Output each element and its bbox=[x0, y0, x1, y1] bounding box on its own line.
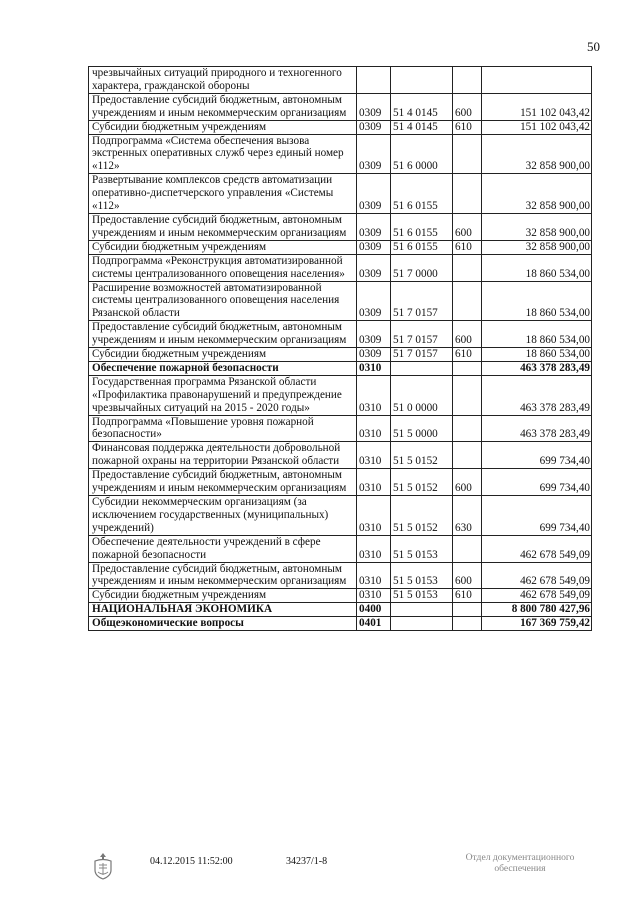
row-name-cell: Общеэкономические вопросы bbox=[89, 617, 357, 631]
coat-of-arms-icon bbox=[92, 852, 114, 880]
table-row bbox=[89, 254, 592, 281]
row-section-cell: 0310 bbox=[357, 442, 391, 469]
row-type-cell: 610 bbox=[453, 589, 482, 603]
row-type-cell bbox=[453, 442, 482, 469]
row-section-cell: 0310 bbox=[357, 535, 391, 562]
row-name-cell: Финансовая поддержка деятельности добровольной пожарной охраны на территории Рязанской области bbox=[89, 442, 357, 469]
row-article-cell bbox=[391, 67, 453, 94]
row-name-cell: Предоставление субсидий бюджетным, автономным учреждениям и иным некоммерческим организациям bbox=[89, 469, 357, 496]
footer-department-line: Отдел документационного bbox=[465, 852, 575, 863]
row-article-cell: 51 5 0000 bbox=[391, 415, 453, 442]
row-type-cell bbox=[453, 535, 482, 562]
row-amount-cell: 699 734,40 bbox=[482, 496, 592, 536]
row-type-cell: 610 bbox=[453, 348, 482, 362]
row-name-cell: Предоставление субсидий бюджетным, автономным учреждениям и иным некоммерческим организациям bbox=[89, 93, 357, 120]
row-type-cell: 610 bbox=[453, 120, 482, 134]
row-amount-cell: 462 678 549,09 bbox=[482, 562, 592, 589]
row-type-cell bbox=[453, 134, 482, 174]
table-row bbox=[89, 281, 592, 321]
row-section-cell: 0309 bbox=[357, 321, 391, 348]
row-article-cell: 51 5 0153 bbox=[391, 589, 453, 603]
row-name-cell: Субсидии бюджетным учреждениям bbox=[89, 240, 357, 254]
table-row bbox=[89, 469, 592, 496]
row-name-cell: Расширение возможностей автоматизированной системы централизованного оповещения населения Рязанской области bbox=[89, 281, 357, 321]
row-article-cell: 51 5 0152 bbox=[391, 469, 453, 496]
row-type-cell: 600 bbox=[453, 213, 482, 240]
row-type-cell bbox=[453, 254, 482, 281]
row-amount-cell: 167 369 759,42 bbox=[482, 617, 592, 631]
page-number: 50 bbox=[587, 39, 600, 54]
row-type-cell: 600 bbox=[453, 321, 482, 348]
table-row bbox=[89, 617, 592, 631]
row-article-cell: 51 6 0155 bbox=[391, 213, 453, 240]
row-section-cell: 0309 bbox=[357, 281, 391, 321]
row-amount-cell: 18 860 534,00 bbox=[482, 281, 592, 321]
budget-table bbox=[88, 66, 592, 631]
row-amount-cell: 32 858 900,00 bbox=[482, 240, 592, 254]
row-type-cell bbox=[453, 361, 482, 375]
table-row bbox=[89, 134, 592, 174]
row-type-cell: 600 bbox=[453, 93, 482, 120]
table-row bbox=[89, 375, 592, 415]
row-section-cell: 0309 bbox=[357, 240, 391, 254]
table-row bbox=[89, 562, 592, 589]
row-section-cell: 0310 bbox=[357, 469, 391, 496]
row-article-cell: 51 0 0000 bbox=[391, 375, 453, 415]
row-amount-cell: 462 678 549,09 bbox=[482, 589, 592, 603]
row-type-cell bbox=[453, 281, 482, 321]
row-article-cell: 51 4 0145 bbox=[391, 120, 453, 134]
row-amount-cell: 151 102 043,42 bbox=[482, 93, 592, 120]
row-name-cell: Субсидии бюджетным учреждениям bbox=[89, 348, 357, 362]
row-article-cell: 51 7 0157 bbox=[391, 348, 453, 362]
row-amount-cell: 151 102 043,42 bbox=[482, 120, 592, 134]
row-article-cell: 51 6 0155 bbox=[391, 240, 453, 254]
row-type-cell: 610 bbox=[453, 240, 482, 254]
row-name-cell: НАЦИОНАЛЬНАЯ ЭКОНОМИКА bbox=[89, 603, 357, 617]
row-name-cell: Предоставление субсидий бюджетным, автономным учреждениям и иным некоммерческим организациям bbox=[89, 562, 357, 589]
row-amount-cell: 8 800 780 427,96 bbox=[482, 603, 592, 617]
table-row bbox=[89, 213, 592, 240]
row-article-cell: 51 7 0157 bbox=[391, 321, 453, 348]
row-name-cell: Подпрограмма «Система обеспечения вызова экстренных оперативных служб через единый номер «112» bbox=[89, 134, 357, 174]
row-section-cell bbox=[357, 67, 391, 94]
row-name-cell: Субсидии некоммерческим организациям (за исключением государственных (муниципальных) учреждений) bbox=[89, 496, 357, 536]
row-type-cell bbox=[453, 375, 482, 415]
row-amount-cell: 699 734,40 bbox=[482, 442, 592, 469]
table-row bbox=[89, 348, 592, 362]
row-name-cell: Субсидии бюджетным учреждениям bbox=[89, 589, 357, 603]
row-article-cell bbox=[391, 361, 453, 375]
row-amount-cell: 463 378 283,49 bbox=[482, 415, 592, 442]
row-type-cell: 600 bbox=[453, 469, 482, 496]
row-section-cell: 0309 bbox=[357, 134, 391, 174]
row-article-cell: 51 6 0155 bbox=[391, 174, 453, 214]
row-amount-cell: 462 678 549,09 bbox=[482, 535, 592, 562]
row-name-cell: Субсидии бюджетным учреждениям bbox=[89, 120, 357, 134]
table-row bbox=[89, 93, 592, 120]
footer-department-line: обеспечения bbox=[494, 863, 546, 874]
row-section-cell: 0309 bbox=[357, 174, 391, 214]
row-article-cell bbox=[391, 603, 453, 617]
row-section-cell: 0310 bbox=[357, 589, 391, 603]
row-article-cell: 51 7 0000 bbox=[391, 254, 453, 281]
row-amount-cell: 18 860 534,00 bbox=[482, 254, 592, 281]
row-section-cell: 0309 bbox=[357, 213, 391, 240]
row-section-cell: 0310 bbox=[357, 361, 391, 375]
table-row bbox=[89, 415, 592, 442]
row-amount-cell: 18 860 534,00 bbox=[482, 348, 592, 362]
row-name-cell: Подпрограмма «Реконструкция автоматизированной системы централизованного оповещения населения» bbox=[89, 254, 357, 281]
row-section-cell: 0309 bbox=[357, 254, 391, 281]
row-name-cell: Обеспечение деятельности учреждений в сфере пожарной безопасности bbox=[89, 535, 357, 562]
row-section-cell: 0401 bbox=[357, 617, 391, 631]
row-amount-cell: 18 860 534,00 bbox=[482, 321, 592, 348]
row-article-cell: 51 7 0157 bbox=[391, 281, 453, 321]
row-section-cell: 0310 bbox=[357, 375, 391, 415]
table-row bbox=[89, 496, 592, 536]
row-amount-cell: 32 858 900,00 bbox=[482, 174, 592, 214]
row-type-cell bbox=[453, 415, 482, 442]
row-article-cell bbox=[391, 617, 453, 631]
table-row bbox=[89, 240, 592, 254]
row-amount-cell: 463 378 283,49 bbox=[482, 375, 592, 415]
row-article-cell: 51 6 0000 bbox=[391, 134, 453, 174]
table-row bbox=[89, 361, 592, 375]
row-name-cell: Государственная программа Рязанской области «Профилактика правонарушений и предупреждение чрезвычайных ситуаций на 2015 - 2020 годы» bbox=[89, 375, 357, 415]
row-section-cell: 0310 bbox=[357, 415, 391, 442]
row-amount-cell: 32 858 900,00 bbox=[482, 134, 592, 174]
footer-date: 04.12.2015 11:52:00 bbox=[150, 856, 233, 867]
table-row bbox=[89, 589, 592, 603]
table-row bbox=[89, 67, 592, 94]
row-article-cell: 51 5 0152 bbox=[391, 496, 453, 536]
row-section-cell: 0309 bbox=[357, 93, 391, 120]
row-article-cell: 51 5 0152 bbox=[391, 442, 453, 469]
footer-department-stamp bbox=[445, 852, 595, 874]
row-name-cell: Подпрограмма «Повышение уровня пожарной безопасности» bbox=[89, 415, 357, 442]
row-section-cell: 0309 bbox=[357, 120, 391, 134]
row-section-cell: 0400 bbox=[357, 603, 391, 617]
table-row bbox=[89, 442, 592, 469]
row-article-cell: 51 4 0145 bbox=[391, 93, 453, 120]
footer-doc-number: 34237/1-8 bbox=[286, 856, 328, 867]
table-row bbox=[89, 535, 592, 562]
row-amount-cell: 463 378 283,49 bbox=[482, 361, 592, 375]
row-type-cell: 600 bbox=[453, 562, 482, 589]
row-type-cell bbox=[453, 67, 482, 94]
row-article-cell: 51 5 0153 bbox=[391, 562, 453, 589]
table-row bbox=[89, 603, 592, 617]
row-section-cell: 0310 bbox=[357, 496, 391, 536]
row-amount-cell: 699 734,40 bbox=[482, 469, 592, 496]
row-name-cell: Обеспечение пожарной безопасности bbox=[89, 361, 357, 375]
budget-table-body bbox=[89, 67, 592, 631]
row-section-cell: 0310 bbox=[357, 562, 391, 589]
row-article-cell: 51 5 0153 bbox=[391, 535, 453, 562]
table-row bbox=[89, 321, 592, 348]
row-amount-cell: 32 858 900,00 bbox=[482, 213, 592, 240]
table-row bbox=[89, 120, 592, 134]
row-type-cell bbox=[453, 174, 482, 214]
row-amount-cell bbox=[482, 67, 592, 94]
row-name-cell: Предоставление субсидий бюджетным, автономным учреждениям и иным некоммерческим организациям bbox=[89, 213, 357, 240]
row-name-cell: Развертывание комплексов средств автоматизации оперативно-диспетчерского управления «Системы «112» bbox=[89, 174, 357, 214]
row-type-cell: 630 bbox=[453, 496, 482, 536]
row-type-cell bbox=[453, 617, 482, 631]
row-name-cell: чрезвычайных ситуаций природного и техногенного характера, гражданской обороны bbox=[89, 67, 357, 94]
row-type-cell bbox=[453, 603, 482, 617]
row-name-cell: Предоставление субсидий бюджетным, автономным учреждениям и иным некоммерческим организациям bbox=[89, 321, 357, 348]
table-row bbox=[89, 174, 592, 214]
row-section-cell: 0309 bbox=[357, 348, 391, 362]
